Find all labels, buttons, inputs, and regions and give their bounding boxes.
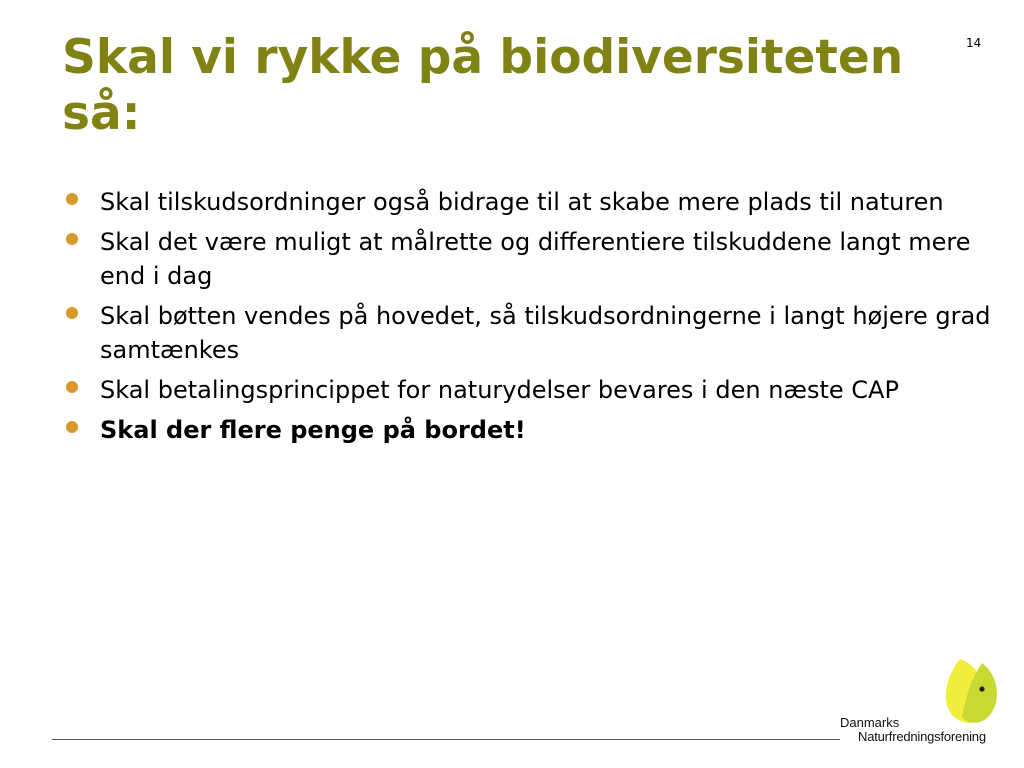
organization-logo [838,655,1008,750]
bullet-icon [62,225,100,259]
bullet-text: Skal bøtten vendes på hovedet, så tilskudsordningerne i langt højere grad samtænkes [100,302,991,364]
list-item [62,185,992,219]
slide-number: 14 [966,36,982,50]
bullet-text: Skal betalingsprincippet for naturydelser bevares i den næste CAP [100,376,899,404]
logo-text-line1: Danmarks [840,715,900,730]
bullet-text-emphasis: Skal der flere penge på bordet! [100,416,526,444]
bullet-icon [62,373,100,407]
list-item [62,299,992,367]
bullet-icon [62,185,100,219]
bullet-list [62,185,992,453]
bullet-icon [62,299,100,333]
bullet-text: Skal det være muligt at målrette og differentiere tilskuddene langt mere end i dag [100,228,971,290]
logo-text-line2: Naturfredningsforening [858,729,986,744]
list-item [62,373,992,407]
leaf-logo-icon [938,655,1006,727]
bullet-icon [62,413,100,447]
footer-divider [52,739,840,740]
bullet-text: Skal tilskudsordninger også bidrage til at skabe mere plads til naturen [100,188,944,216]
slide-title: Skal vi rykke på biodiversiteten så: [62,30,904,141]
list-item [62,413,992,447]
list-item [62,225,992,293]
